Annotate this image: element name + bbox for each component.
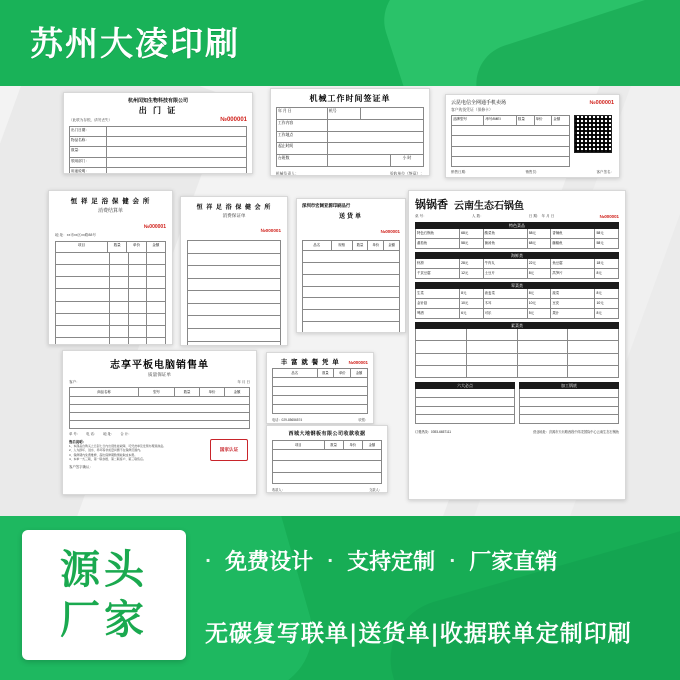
tablet-sales-title: 志享平板电脑销售单 xyxy=(110,360,209,371)
menu-cell: 番茄鱼 xyxy=(416,239,460,248)
menu-cell: 68元 xyxy=(460,229,484,238)
mobile-receipt-col: 串号/IMEI xyxy=(484,116,516,125)
menu-cell: 58元 xyxy=(596,241,604,245)
menu-section-header: 加工锅底 xyxy=(519,382,619,389)
restaurant-bill-col: 数量 xyxy=(318,369,335,377)
badge-line-2: 厂家 xyxy=(60,597,148,643)
wuxi-receipt-col: 金额 xyxy=(368,443,376,447)
menu-cell: 22元 xyxy=(528,259,552,268)
restaurant-bill-col: 品名 xyxy=(273,369,318,377)
tablet-sales-customer-label: 客户： xyxy=(69,380,80,384)
tablet-sales-subtitle: 质量保证单 xyxy=(148,372,171,377)
tagline: 无碳复写联单|送货单|收据联单定制印刷 xyxy=(205,621,632,647)
tablet-sales-col: 单价 xyxy=(200,388,225,396)
document-exit-pass[interactable] xyxy=(63,92,253,174)
machine-sign-footer-0: 机械负责人： xyxy=(276,172,299,176)
tablet-sales-field-3: 合 计： xyxy=(120,432,132,436)
tablet-sales-field-1: 电 话： xyxy=(86,432,98,436)
wuxi-receipt-footer-1: 交款人： xyxy=(369,488,382,492)
menu-cell: 藤椒鱼 xyxy=(551,239,595,248)
menu-cell: 牛肉丸 xyxy=(484,259,528,268)
shenzhen-title: 送货单 xyxy=(338,214,363,220)
decorative-swoosh-4 xyxy=(376,516,680,680)
footbath-a-subtitle: 消费结算单 xyxy=(97,208,123,214)
bullet-icon: · xyxy=(205,551,212,570)
mobile-receipt-company: 云昆电信全网通手机卖场 xyxy=(451,100,507,106)
tablet-sales-term: 4、本单一式三联，第一联存根、第二联客户、第三联售后。 xyxy=(69,457,146,462)
menu-cell: 啤酒 xyxy=(416,309,460,318)
footbath-a-address: 地 址：xx市xx区xx路88号 xyxy=(55,233,96,237)
document-machine-sign[interactable] xyxy=(270,88,430,176)
page-title: 苏州大凌印刷 xyxy=(30,24,240,63)
mobile-receipt-footer-1: 销售员： xyxy=(525,170,540,174)
feature-item-2: 厂家直销 xyxy=(469,550,558,575)
machine-sign-title: 机械工作时间签证单 xyxy=(309,94,391,103)
menu-cell: 28元 xyxy=(460,259,484,268)
document-footbath-b[interactable] xyxy=(180,196,288,346)
machine-sign-field: 机号 xyxy=(328,108,361,119)
menu-cell: 酸菜鱼 xyxy=(484,229,528,238)
machine-sign-unit: 小 时 xyxy=(390,155,423,166)
tablet-sales-col: 数量 xyxy=(175,388,200,396)
menu-cell: 8元 xyxy=(596,311,602,315)
menu-cell: 豆皮 xyxy=(551,299,595,308)
wuxi-receipt-col: 单价 xyxy=(344,441,363,449)
restaurant-bill-col: 单价 xyxy=(334,369,351,377)
machine-sign-footer-1: 验收单位（签章）： xyxy=(389,172,424,176)
exit-pass-note: （此联为存根，请勿丢失） xyxy=(69,118,113,122)
menu-cell: 58元 xyxy=(460,239,484,248)
restaurant-bill-footer: 收银： xyxy=(358,418,368,422)
menu-title: 云南生态石锅鱼 xyxy=(454,200,524,212)
menu-cell: 58元 xyxy=(528,229,552,238)
menu-cell: 千页豆腐 xyxy=(416,269,460,278)
exit-pass-company: 杭州闰知生物科技有限公司 xyxy=(127,98,188,104)
restaurant-bill-title: 丰 富 就 餐 凭 单 xyxy=(280,359,340,366)
menu-cell: 生菜 xyxy=(416,289,460,298)
menu-cell: 菠菜 xyxy=(551,289,595,298)
machine-sign-field: 年 月 日 xyxy=(277,108,328,119)
menu-section-header: 六大必点 xyxy=(415,382,515,389)
document-wuxi-receipt[interactable] xyxy=(266,425,388,493)
shenzhen-col: 品名 xyxy=(303,241,332,250)
exit-pass-row-label: 用途说明： xyxy=(70,168,107,174)
menu-cell: 土豆片 xyxy=(484,269,528,278)
menu-cell: 特色石锅鱼 xyxy=(416,229,460,238)
footbath-b-number: №000001 xyxy=(260,228,281,233)
document-guoguoxiang-menu[interactable] xyxy=(408,190,626,500)
machine-sign-field: 工作内容 xyxy=(277,120,328,131)
menu-cell: 可乐 xyxy=(484,309,528,318)
bullet-icon: · xyxy=(449,551,456,570)
footbath-a-col: 金额 xyxy=(152,243,160,247)
tablet-sales-date: 年 月 日 xyxy=(237,380,250,384)
feature-item-1: 支持定制 xyxy=(347,550,436,575)
menu-cell: 10元 xyxy=(596,301,604,305)
restaurant-bill-col: 金额 xyxy=(355,371,363,375)
menu-cell: 8元 xyxy=(528,269,552,278)
menu-cell: 18元 xyxy=(596,261,604,265)
document-footbath-a[interactable] xyxy=(48,190,173,345)
footbath-a-title: 恒 祥 足 浴 保 健 会 所 xyxy=(70,198,151,205)
menu-section-header: 特色菜品 xyxy=(415,222,619,229)
tablet-sales-footer: 客户签字确认： xyxy=(69,465,93,470)
footbath-a-number: №000001 xyxy=(143,224,166,230)
tablet-sales-term: 2、人为损坏、进水、摔坏等非质量问题不在保修范围内。 xyxy=(69,448,143,453)
document-mobile-receipt[interactable] xyxy=(445,94,620,178)
menu-cell: 鱼豆腐 xyxy=(551,259,595,268)
mobile-receipt-col: 品牌型号 xyxy=(452,116,484,125)
feature-item-0: 免费设计 xyxy=(225,550,314,575)
source-factory-badge xyxy=(22,530,186,660)
tablet-sales-terms-title: 售后说明： xyxy=(69,440,86,444)
document-shenzhen-print[interactable] xyxy=(296,198,406,333)
restaurant-bill-phone: 电话：029-85656574 xyxy=(272,418,303,422)
menu-cell: 油麦菜 xyxy=(484,289,528,298)
tablet-sales-col: 金额 xyxy=(233,390,241,394)
exit-pass-title: 出 门 证 xyxy=(138,106,178,115)
wuxi-receipt-col: 项目 xyxy=(273,441,325,449)
shenzhen-col: 单价 xyxy=(368,241,384,250)
document-tablet-sales[interactable] xyxy=(62,350,257,495)
mobile-receipt-col: 金额 xyxy=(553,117,561,121)
menu-cell: 木耳 xyxy=(484,299,528,308)
menu-section-header: 素菜类 xyxy=(415,322,619,329)
menu-cell: 8元 xyxy=(528,289,552,298)
menu-cell: 10元 xyxy=(460,299,484,308)
footbath-b-title: 恒 祥 足 浴 保 健 会 所 xyxy=(196,205,272,211)
mobile-receipt-footer-0: 销售日期： xyxy=(451,170,469,174)
wuxi-receipt-footer-0: 收款人： xyxy=(272,488,285,492)
restaurant-bill-number: №000001 xyxy=(348,360,368,365)
shenzhen-col: 规格 xyxy=(332,241,353,250)
menu-cell: 莴笋片 xyxy=(551,269,595,278)
footbath-b-subtitle: 消费保证单 xyxy=(222,213,246,218)
footbath-a-col: 数量 xyxy=(108,242,127,252)
mobile-receipt-col: 数量 xyxy=(517,116,535,125)
menu-meta-2: 日 期： 年 月 日 xyxy=(528,214,555,218)
shenzhen-col: 数量 xyxy=(353,241,369,250)
feature-list xyxy=(205,545,665,576)
exit-pass-number: №000001 xyxy=(220,117,247,123)
bullet-icon: · xyxy=(327,551,334,570)
menu-cell: 金针菇 xyxy=(416,299,460,308)
menu-cell: 香辣鱼 xyxy=(551,229,595,238)
menu-meta-1: 人 数： xyxy=(471,214,484,218)
footbath-a-col: 单价 xyxy=(127,242,146,252)
document-restaurant-bill[interactable] xyxy=(266,352,374,424)
exit-pass-row-label: 数量： xyxy=(70,147,107,156)
menu-cell: 8元 xyxy=(596,291,602,295)
menu-cell: 果汁 xyxy=(551,309,595,318)
menu-cell: 12元 xyxy=(460,269,484,278)
menu-footer-right: 营业地址：济源市天坛路西段中纬龙国际中心云南生态石锅鱼 xyxy=(532,430,619,434)
shenzhen-company: 深圳市宏阔亚源印刷品行 xyxy=(302,203,351,208)
menu-cell: 58元 xyxy=(596,231,604,235)
exit-pass-row-label: 出门日期： xyxy=(70,127,107,136)
menu-section-header: 荤菜类 xyxy=(415,282,619,289)
menu-footer-left: 订餐热线：0393-6657111 xyxy=(415,430,452,434)
footbath-a-col: 项目 xyxy=(56,242,108,252)
menu-section-header: 海鲜类 xyxy=(415,252,619,259)
menu-number: №000001 xyxy=(599,214,619,219)
menu-cell: 68元 xyxy=(528,239,552,248)
mobile-receipt-number: №000001 xyxy=(589,100,614,106)
tablet-sales-field-2: 地 址： xyxy=(103,432,115,436)
exit-pass-row-label: 领用部门： xyxy=(70,158,107,167)
tablet-sales-col: 商品名称 xyxy=(70,388,139,396)
menu-cell: 8元 xyxy=(460,289,484,298)
tablet-sales-term: 1、本商品自购买之日起七日内出现性能故障，可凭此单及发票办理退换货。 xyxy=(69,444,166,448)
menu-cell: 10元 xyxy=(528,299,552,308)
tablet-sales-term: 3、保修期内免费维修，超出保修期酌情收取成本费。 xyxy=(69,452,138,457)
menu-brand-title: 锅锅香 xyxy=(415,199,448,211)
tablet-sales-col: 型号 xyxy=(139,388,175,396)
qr-code-icon xyxy=(574,115,612,153)
menu-cell: 菌汤鱼 xyxy=(484,239,528,248)
menu-cell: 6元 xyxy=(460,309,484,318)
menu-cell: 8元 xyxy=(596,271,602,275)
tablet-sales-field-0: 单 号： xyxy=(69,432,81,436)
mobile-receipt-footer-2: 客户签名： xyxy=(596,170,614,174)
badge-line-1: 源头 xyxy=(60,547,148,593)
certification-stamp: 国家认证 xyxy=(210,439,248,461)
machine-sign-field: 台班数 xyxy=(277,155,328,166)
machine-sign-field: 工作地点 xyxy=(277,132,328,143)
shenzhen-col: 金额 xyxy=(388,243,395,247)
menu-meta-0: 桌 号： xyxy=(415,214,427,218)
menu-cell: 虾滑 xyxy=(416,259,460,268)
wuxi-receipt-col: 数量 xyxy=(325,441,344,449)
menu-cell: 5元 xyxy=(528,309,552,318)
machine-sign-field: 起止时间 xyxy=(277,143,328,154)
wuxi-receipt-title: 西城大地钢板有限公司收款收据 xyxy=(288,431,366,437)
mobile-receipt-col: 单价 xyxy=(535,116,553,125)
mobile-receipt-left-label: 客户购货凭证（保修卡） xyxy=(451,108,493,112)
shenzhen-number: №000001 xyxy=(380,229,400,234)
exit-pass-row-label: 物品名称： xyxy=(70,137,107,146)
